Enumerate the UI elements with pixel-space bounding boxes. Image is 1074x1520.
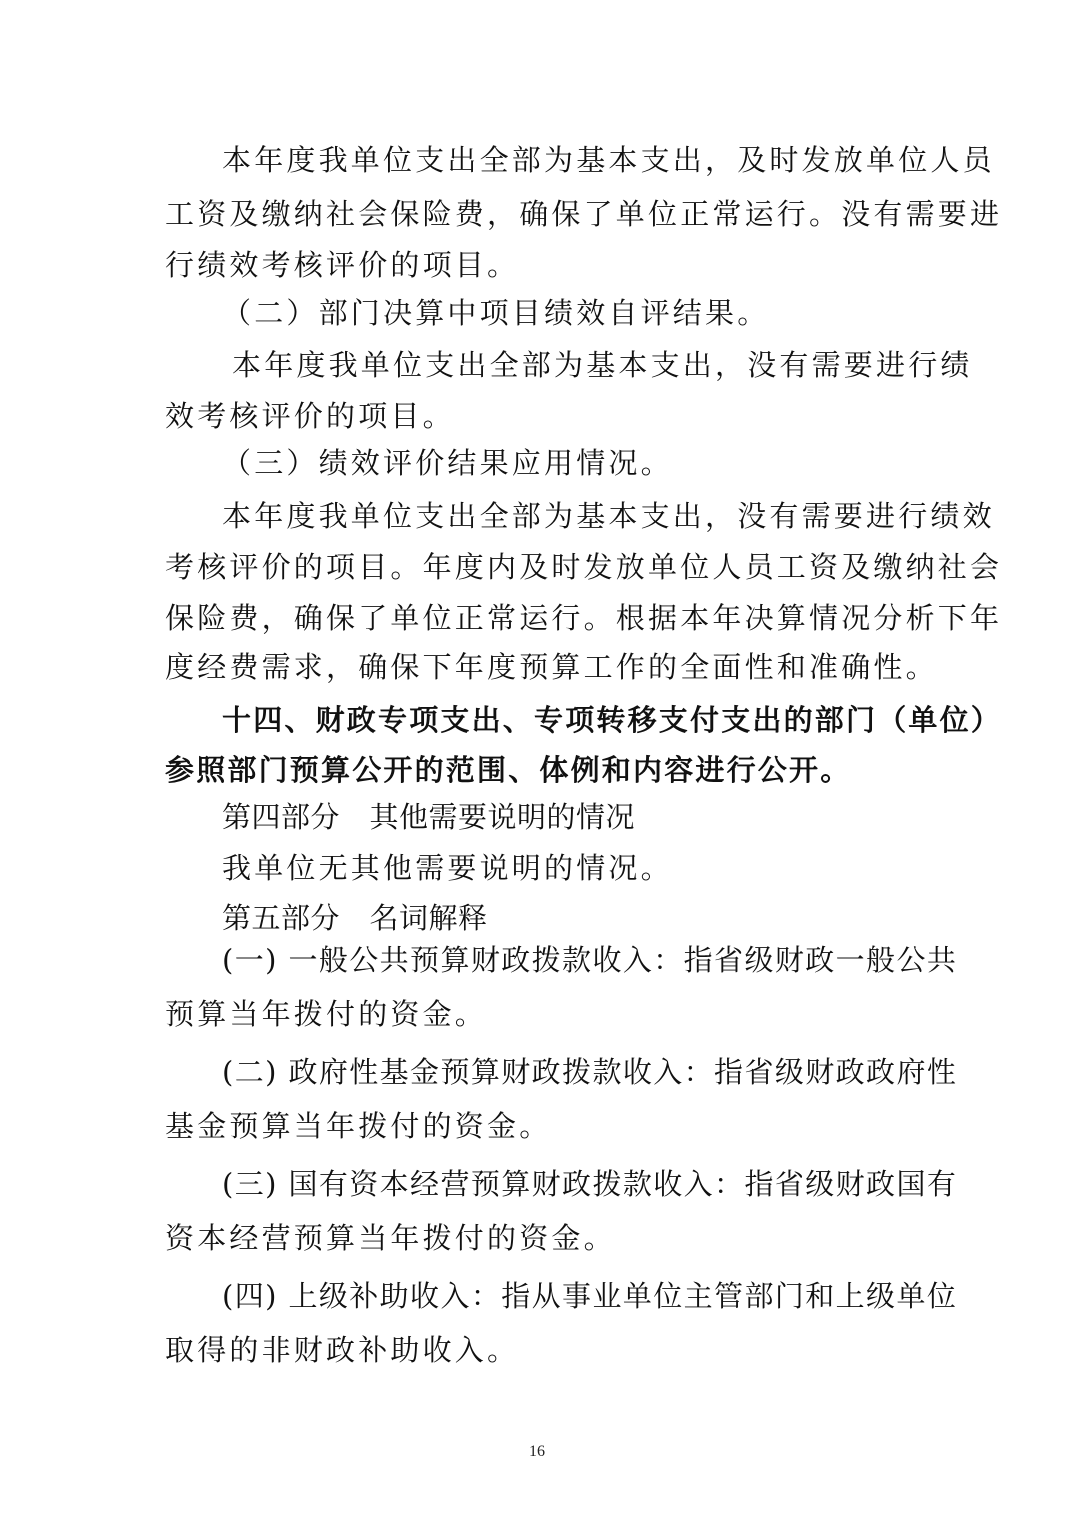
part-4-body: 我单位无其他需要说明的情况。: [222, 851, 673, 885]
paragraph-1-line-1: 本年度我单位支出全部为基本支出，及时发放单位人员: [222, 143, 995, 177]
paragraph-5-line-1: 本年度我单位支出全部为基本支出，没有需要进行绩效: [222, 499, 995, 533]
paragraph-1-line-3: 行绩效考核评价的项目。: [165, 248, 520, 282]
paragraph-3-line-1: 本年度我单位支出全部为基本支出，没有需要进行绩: [232, 348, 973, 382]
section-14-heading-line-2: 参照部门预算公开的范围、体例和内容进行公开。: [165, 753, 852, 787]
term-2-line-1: (二) 政府性基金预算财政拨款收入：指省级财政政府性: [222, 1055, 958, 1089]
term-4-line-1: (四) 上级补助收入：指从事业单位主管部门和上级单位: [222, 1279, 958, 1313]
part-4-heading: 第四部分 其他需要说明的情况: [222, 800, 636, 834]
paragraph-1-line-2: 工资及缴纳社会保险费，确保了单位正常运行。没有需要进: [165, 197, 1003, 231]
part-5-heading: 第五部分 名词解释: [222, 901, 488, 935]
term-3-line-2: 资本经营预算当年拨付的资金。: [165, 1221, 616, 1255]
paragraph-5-line-4: 度经费需求，确保下年度预算工作的全面性和准确性。: [165, 650, 938, 684]
paragraph-5-line-3: 保险费，确保了单位正常运行。根据本年决算情况分析下年: [165, 601, 1003, 635]
term-2-line-2: 基金预算当年拨付的资金。: [165, 1109, 552, 1143]
term-1-line-1: (一) 一般公共预算财政拨款收入：指省级财政一般公共: [222, 943, 958, 977]
term-3-line-1: (三) 国有资本经营预算财政拨款收入：指省级财政国有: [222, 1167, 958, 1201]
paragraph-3-line-2: 效考核评价的项目。: [165, 399, 455, 433]
subheading-3: （三）绩效评价结果应用情况。: [222, 446, 673, 480]
term-1-line-2: 预算当年拨付的资金。: [165, 997, 488, 1031]
term-4-line-2: 取得的非财政补助收入。: [165, 1333, 520, 1367]
subheading-2: （二）部门决算中项目绩效自评结果。: [222, 296, 770, 330]
section-14-heading-line-1: 十四、财政专项支出、专项转移支付支出的部门（单位）: [222, 703, 1003, 737]
paragraph-5-line-2: 考核评价的项目。年度内及时发放单位人员工资及缴纳社会: [165, 550, 1003, 584]
page-number: 16: [529, 1443, 545, 1460]
